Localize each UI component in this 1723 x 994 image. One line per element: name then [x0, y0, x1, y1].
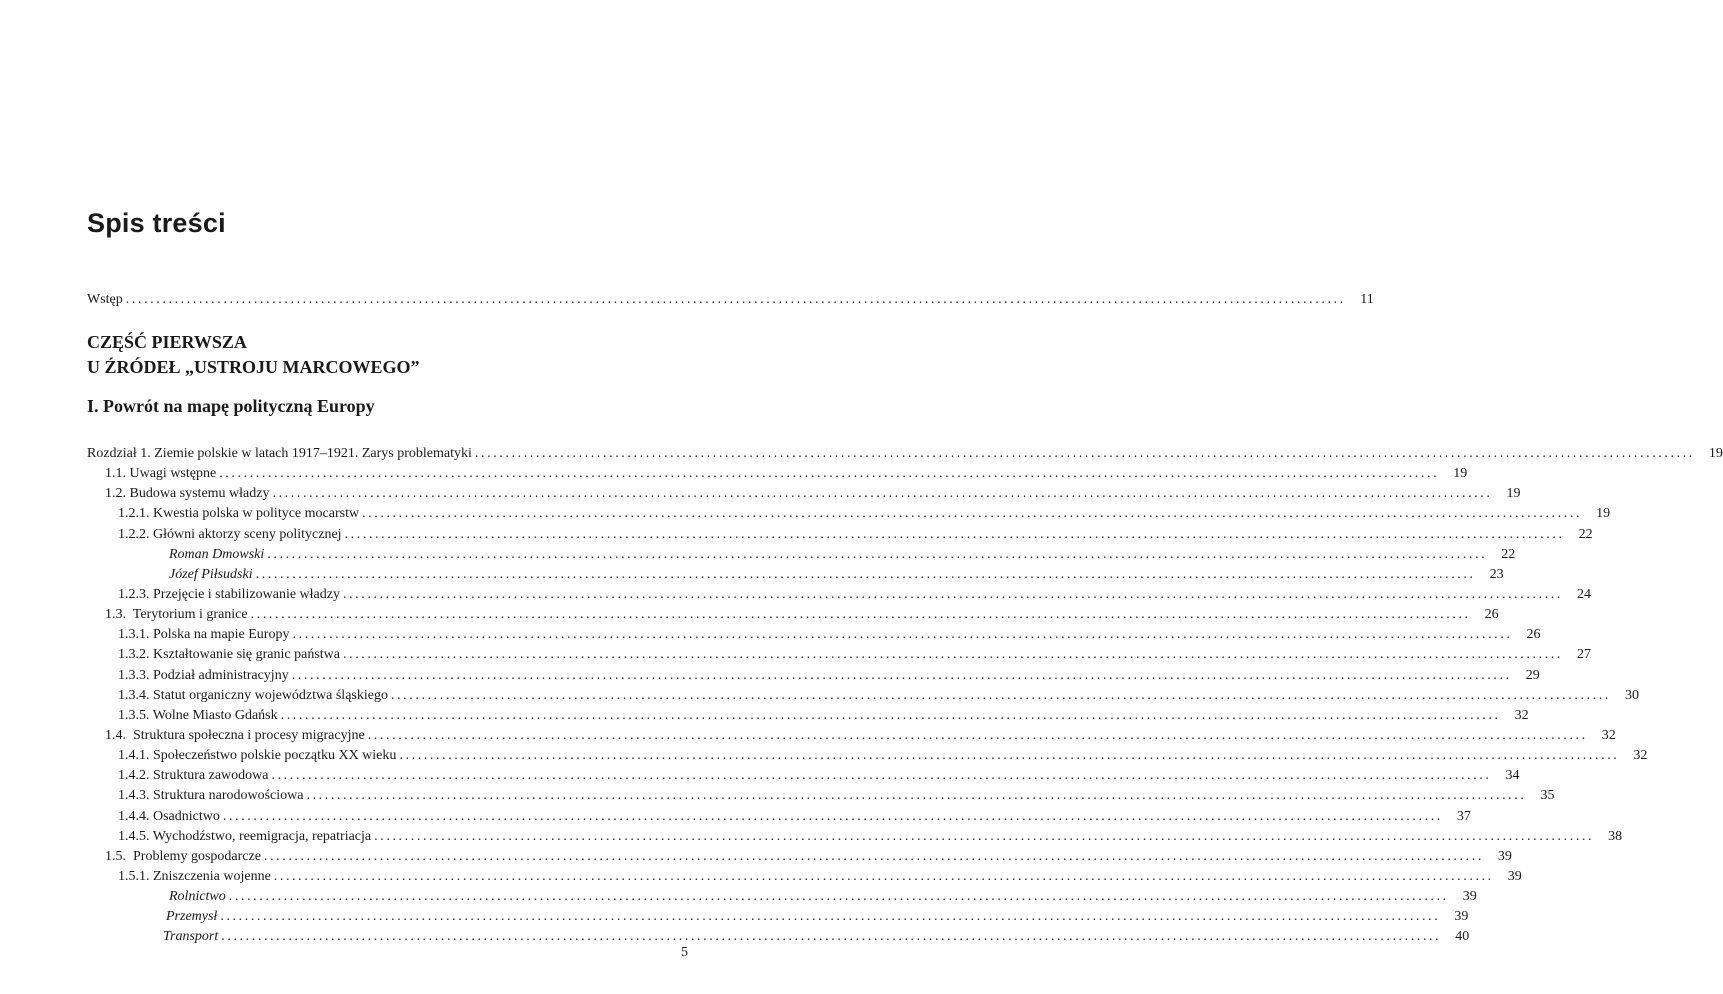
leader-dots: ........................................................................................................................................................................................................: [267, 546, 1488, 562]
toc-entry-page: 32: [1514, 707, 1529, 723]
toc-entry-label: 1.4.1. Społeczeństwo polskie początku XX wieku: [118, 748, 397, 764]
toc-list: [87, 444, 1723, 948]
toc-entry-label: 1.3.3. Podział administracyjny: [118, 667, 289, 683]
leader-dots: ........................................................................................................................................................................................................: [219, 466, 1440, 482]
leader-dots: ........................................................................................................................................................................................................: [474, 446, 1695, 461]
toc-entry[interactable]: [87, 444, 1723, 464]
leader-dots: ........................................................................................................................................................................................................: [222, 808, 1443, 824]
toc-entry-label: 1.2.3. Przejęcie i stabilizowanie władzy: [118, 586, 340, 602]
toc-entry-label: Wstęp: [87, 292, 123, 307]
leader-dots: ........................................................................................................................................................................................................: [399, 748, 1620, 764]
toc-entry-page: 27: [1577, 647, 1591, 663]
toc-entry-page: 19: [1453, 466, 1468, 482]
toc-entry-label: Transport: [163, 929, 219, 945]
toc-entry-label: Rozdział 1. Ziemie polskie w latach 1917–1921. Zarys problematyki: [87, 446, 472, 461]
leader-dots: ........................................................................................................................................................................................................: [280, 707, 1501, 723]
toc-entry-label: 1.2. Budowa systemu władzy: [105, 486, 270, 502]
leader-dots: ........................................................................................................................................................................................................: [306, 788, 1527, 804]
leader-dots: ........................................................................................................................................................................................................: [250, 607, 1471, 623]
toc-entry-page: 39: [1507, 868, 1522, 884]
toc-entry-page: 19: [1506, 486, 1521, 502]
leader-dots: ........................................................................................................................................................................................................: [263, 848, 1484, 864]
toc-entry-page: 19: [1596, 506, 1611, 522]
toc-entry[interactable]: [87, 786, 1555, 806]
toc-entry[interactable]: [87, 504, 1611, 524]
toc-entry-page: 29: [1525, 667, 1540, 683]
leader-dots: ........................................................................................................................................................................................................: [291, 667, 1512, 683]
toc-entry-page: 26: [1484, 607, 1499, 623]
leader-dots: ........................................................................................................................................................................................................: [220, 909, 1441, 925]
toc-entry[interactable]: [87, 625, 1541, 645]
toc-entry-label: 1.3.5. Wolne Miasto Gdańsk: [118, 707, 278, 723]
toc-entry-page: 37: [1456, 808, 1471, 824]
toc-entry-label: Przemysł: [166, 909, 218, 925]
toc-entry-label: 1.5.1. Zniszczenia wojenne: [118, 868, 271, 884]
toc-entry-page: 40: [1455, 929, 1470, 945]
page-title: Spis treści: [87, 208, 226, 238]
toc-entry-label: 1.3. Terytorium i granice: [105, 607, 248, 623]
toc-entry-page: 39: [1497, 848, 1512, 864]
toc-entry[interactable]: [87, 645, 1591, 665]
toc-entry-label: Rolnictwo: [169, 889, 226, 905]
toc-entry-page: 38: [1608, 828, 1623, 844]
toc-entry[interactable]: [87, 666, 1540, 686]
toc-entry-label: 1.3.4. Statut organiczny województwa śląskiego: [118, 687, 388, 703]
leader-dots: ........................................................................................................................................................................................................: [344, 526, 1565, 542]
toc-entry[interactable]: [87, 706, 1529, 726]
toc-entry-page: 11: [1360, 292, 1374, 307]
toc-entry[interactable]: [87, 847, 1512, 867]
toc-entry-label: Roman Dmowski: [169, 546, 265, 562]
toc-entry[interactable]: [87, 726, 1616, 746]
toc-entry-page: 39: [1462, 889, 1477, 905]
toc-entry-label: 1.2.2. Główni aktorzy sceny politycznej: [118, 526, 342, 542]
toc-entry-page: 32: [1601, 727, 1616, 743]
toc-entry-label: 1.4.3. Struktura narodowościowa: [118, 788, 304, 804]
leader-dots: ........................................................................................................................................................................................................: [271, 768, 1492, 784]
toc-entry-label: 1.5. Problemy gospodarcze: [105, 848, 261, 864]
page-number: 5: [681, 945, 688, 960]
leader-dots: ........................................................................................................................................................................................................: [292, 627, 1513, 643]
toc-entry[interactable]: [87, 907, 1469, 927]
toc-entry-page: 22: [1578, 526, 1593, 542]
toc-entry-page: 39: [1454, 909, 1469, 925]
toc-entry-label: 1.3.2. Kształtowanie się granic państwa: [118, 647, 340, 663]
toc-entry-label: 1.4. Struktura społeczna i procesy migracyjne: [105, 727, 365, 743]
leader-dots: ........................................................................................................................................................................................................: [273, 868, 1494, 884]
leader-dots: ........................................................................................................................................................................................................: [374, 828, 1595, 844]
toc-entry[interactable]: [87, 565, 1504, 585]
toc-entry-page: 34: [1505, 768, 1520, 784]
toc-entry[interactable]: [87, 686, 1639, 706]
leader-dots: ........................................................................................................................................................................................................: [342, 586, 1563, 602]
toc-entry-label: 1.4.4. Osadnictwo: [118, 808, 220, 824]
leader-dots: ........................................................................................................................................................................................................: [228, 889, 1449, 905]
toc-entry[interactable]: [87, 766, 1520, 786]
part-heading-line-2: U ŹRÓDEŁ „USTROJU MARCOWEGO”: [87, 357, 420, 377]
toc-entry[interactable]: [87, 525, 1593, 545]
toc-entry-page: 23: [1489, 566, 1504, 582]
toc-entry-label: Józef Piłsudski: [169, 566, 253, 582]
toc-entry-label: 1.3.1. Polska na mapie Europy: [118, 627, 290, 643]
toc-entry-label: 1.4.5. Wychodźstwo, reemigracja, repatriacja: [118, 828, 372, 844]
leader-dots: ........................................................................................................................................................................................................: [255, 566, 1476, 582]
toc-entry[interactable]: [87, 585, 1591, 605]
toc-entry-page: 35: [1540, 788, 1555, 804]
toc-entry[interactable]: [87, 927, 1470, 947]
toc-entry-page: 26: [1526, 627, 1541, 643]
toc-entry[interactable]: [87, 867, 1522, 887]
toc-entry[interactable]: [87, 464, 1468, 484]
toc-entry[interactable]: [87, 807, 1471, 827]
part-heading-line-1: CZĘŚĆ PIERWSZA: [87, 332, 247, 352]
chapter-heading: I. Powrót na mapę polityczną Europy: [87, 396, 375, 416]
toc-entry-label: 1.2.1. Kwestia polska w polityce mocarstw: [118, 506, 360, 522]
toc-intro: [87, 290, 1374, 310]
toc-entry[interactable]: [87, 545, 1516, 565]
toc-entry[interactable]: [87, 827, 1623, 847]
leader-dots: ........................................................................................................................................................................................................: [367, 727, 1588, 743]
toc-entry-page: 24: [1576, 586, 1591, 602]
toc-entry[interactable]: [87, 746, 1648, 766]
toc-entry-page: 19: [1708, 446, 1723, 461]
toc-entry[interactable]: [87, 605, 1499, 625]
toc-entry-page: 32: [1633, 748, 1648, 764]
part-heading: [87, 330, 420, 380]
leader-dots: ........................................................................................................................................................................................................: [272, 486, 1493, 502]
leader-dots: ........................................................................................................................................................................................................: [390, 687, 1611, 703]
leader-dots: ........................................................................................................................................................................................................: [343, 647, 1563, 663]
toc-entry-page: 22: [1501, 546, 1516, 562]
toc-entry[interactable]: [87, 887, 1477, 907]
leader-dots: ........................................................................................................................................................................................................: [362, 506, 1583, 522]
toc-entry-intro[interactable]: [87, 290, 1374, 310]
toc-entry-label: 1.4.2. Struktura zawodowa: [118, 768, 269, 784]
toc-entry-page: 30: [1624, 687, 1639, 703]
toc-entry-label: 1.1. Uwagi wstępne: [105, 466, 217, 482]
leader-dots: ........................................................................................................................................................................................................: [221, 929, 1442, 945]
leader-dots: ........................................................................................................................................................................................................: [125, 292, 1346, 307]
toc-entry[interactable]: [87, 484, 1521, 504]
